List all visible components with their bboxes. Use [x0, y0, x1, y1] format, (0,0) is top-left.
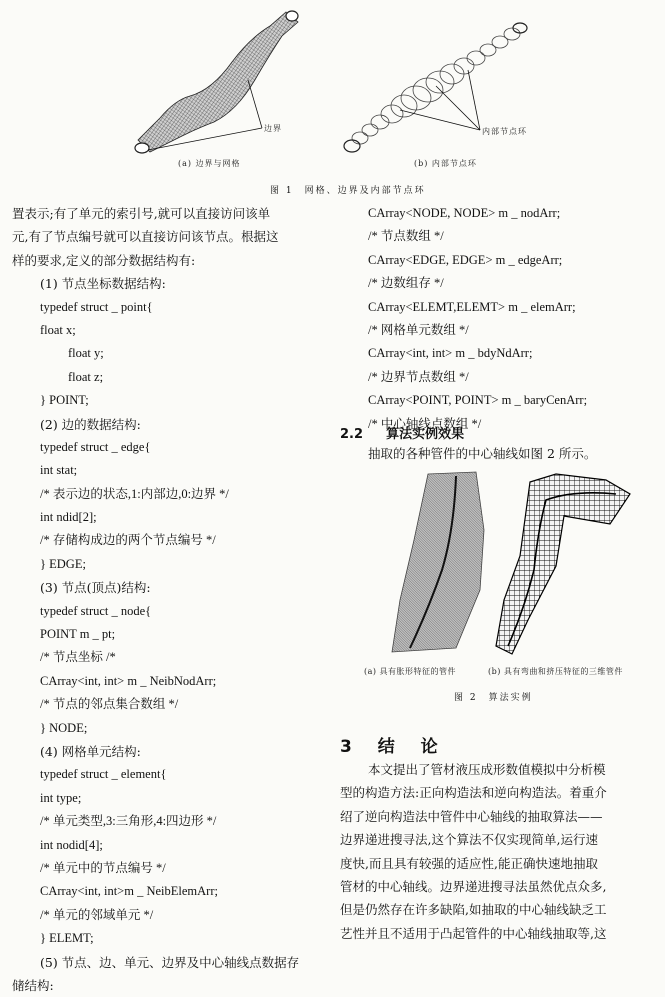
- conclusion-line: 边界递进搜寻法,这个算法不仅实现简单,运行速: [340, 832, 598, 848]
- conclusion-line: 型的构造方法:正向构造法和逆向构造法。着重介: [340, 785, 607, 801]
- code-line: CArray<int, int> m _ NeibNodArr;: [40, 673, 217, 688]
- code-line: float x;: [40, 322, 76, 337]
- code-line: CArray<int, int> m _ bdyNdArr;: [368, 346, 533, 361]
- figure-1b-inner-node-rings-image: [340, 20, 540, 160]
- code-line: POINT m _ pt;: [40, 627, 116, 642]
- left-line: (1) 节点坐标数据结构:: [40, 276, 166, 292]
- section-number: 2.2: [340, 427, 364, 442]
- right-column-code: [368, 202, 658, 436]
- code-line: typedef struct _ edge{: [40, 439, 151, 454]
- code-line: CArray<EDGE, EDGE> m _ edgeArr;: [368, 252, 563, 267]
- inner-node-ring-label: 内部节点环: [482, 127, 527, 136]
- figure-2a-bulged-tube-image: [384, 470, 494, 656]
- code-line: int type;: [40, 790, 82, 805]
- figure-2-title: 图 2 算法实例: [454, 693, 533, 703]
- figure-1b-caption: (b) 内部节点环: [414, 159, 477, 168]
- code-line: typedef struct _ point{: [40, 299, 153, 314]
- conclusion-line: 度快,而且具有较强的适应性,能正确快速地抽取: [340, 855, 598, 871]
- code-line: /* 存储构成边的两个节点编号 */: [40, 533, 216, 548]
- code-line: /* 单元的邻域单元 */: [40, 907, 154, 922]
- left-line: 样的要求,定义的部分数据结构有:: [12, 252, 196, 268]
- code-line: } POINT;: [40, 393, 89, 408]
- figure-2b-bent-tube-image: [494, 470, 636, 656]
- figure-1-title: 图 1 网格、边界及内部节点环: [270, 186, 426, 196]
- code-line: int nodid[4];: [40, 837, 103, 852]
- code-line: } EDGE;: [40, 556, 86, 571]
- code-line: CArray<int, int>m _ NeibElemArr;: [40, 884, 218, 899]
- conclusion-line: 绍了逆向构造法中管件中心轴线的抽取算法——: [340, 808, 603, 824]
- boundary-label: 边界: [264, 124, 282, 133]
- code-line: int ndid[2];: [40, 510, 97, 525]
- section-2-2-heading: [340, 423, 464, 442]
- section-3-heading: [340, 732, 448, 757]
- code-line: /* 节点坐标 /*: [40, 650, 116, 665]
- figure-2a-caption: (a) 具有胀形特征的管件: [364, 667, 457, 676]
- left-line: 置表示;有了单元的索引号,就可以直接访问该单: [12, 206, 271, 221]
- code-line: } NODE;: [40, 720, 88, 735]
- code-line: typedef struct _ node{: [40, 603, 152, 618]
- section-3-body: [340, 758, 658, 945]
- code-line: /* 网格单元数组 */: [368, 322, 469, 337]
- code-line: float z;: [68, 369, 104, 384]
- conclusion-line: 本文提出了管材液压成形数值模拟中分析模: [368, 762, 606, 777]
- figure-2b-caption: (b) 具有弯曲和挤压特征的三维管件: [488, 667, 623, 676]
- code-line: float y;: [68, 346, 104, 361]
- left-column: [12, 202, 330, 997]
- left-line: 储结构:: [12, 977, 54, 993]
- figure-1a-caption: (a) 边界与网格: [178, 159, 241, 168]
- code-line: /* 节点的邻点集合数组 */: [40, 697, 179, 712]
- code-line: int stat;: [40, 463, 78, 478]
- figure-1a-tube-mesh-image: [120, 0, 310, 158]
- left-line: 元,有了节点编号就可以直接访问该节点。根据这: [12, 229, 279, 245]
- left-line: (2) 边的数据结构:: [40, 416, 141, 432]
- conclusion-line: 艺性并且不适用于凸起管件的中心轴线抽取等,这: [340, 925, 607, 941]
- code-line: /* 中心轴线点数组 */: [368, 416, 482, 431]
- code-line: /* 表示边的状态,1:内部边,0:边界 */: [40, 486, 229, 501]
- code-line: typedef struct _ element{: [40, 767, 167, 782]
- conclusion-line: 但是仍然存在许多缺陷,如抽取的中心轴线缺乏工: [340, 902, 607, 918]
- code-line: CArray<POINT, POINT> m _ baryCenArr;: [368, 393, 588, 408]
- code-line: CArray<ELEMT,ELEMT> m _ elemArr;: [368, 299, 576, 314]
- left-line: (4) 网格单元结构:: [40, 743, 141, 759]
- conclusion-line: 管材的中心轴线。边界递进搜寻法虽然优点众多,: [340, 878, 607, 894]
- code-line: } ELEMT;: [40, 931, 94, 946]
- code-line: /* 单元中的节点编号 */: [40, 860, 166, 875]
- figure-1: [0, 0, 665, 200]
- section-title: 算法实例效果: [386, 427, 465, 442]
- section-2-2-text: 抽取的各种管件的中心轴线如图 2 所示。: [368, 446, 597, 461]
- section-title: 结 论: [377, 737, 448, 757]
- code-line: /* 单元类型,3:三角形,4:四边形 */: [40, 814, 217, 829]
- left-line: (3) 节点(顶点)结构:: [40, 580, 151, 596]
- code-line: /* 边数组存 */: [368, 276, 444, 291]
- code-line: CArray<NODE, NODE> m _ nodArr;: [368, 206, 561, 220]
- section-number: 3: [340, 737, 362, 757]
- left-line: (5) 节点、边、单元、边界及中心轴线点数据存: [40, 954, 300, 970]
- code-line: /* 边界节点数组 */: [368, 369, 469, 384]
- code-line: /* 节点数组 */: [368, 229, 444, 244]
